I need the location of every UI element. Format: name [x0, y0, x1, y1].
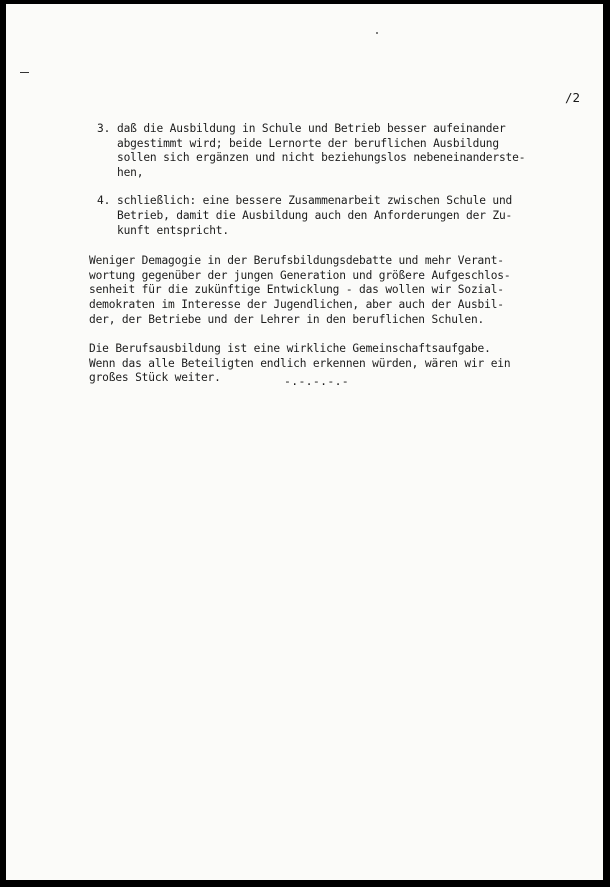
text-line: wortung gegenüber der jungen Generation und größere Aufgeschlos-	[89, 268, 511, 282]
text-line: großes Stück weiter.	[89, 371, 221, 385]
text-line: schließlich: eine bessere Zusammenarbeit zwischen Schule und	[117, 194, 513, 208]
list-item-4	[89, 194, 567, 238]
document-page	[6, 4, 603, 880]
text-line: abgestimmt wird; beide Lernorte der beruflichen Ausbildung	[117, 136, 499, 150]
text-line: Weniger Demagogie in der Berufsbildungsdebatte und mehr Verant-	[89, 254, 504, 268]
scan-edge-mark	[20, 72, 29, 73]
list-item-number: 3.	[97, 122, 111, 135]
text-line: Betrieb, damit die Ausbildung auch den Anforderungen der Zu-	[117, 208, 513, 222]
end-separator: -.-.-.-.-	[284, 374, 350, 388]
text-line: kunft entspricht.	[117, 223, 229, 237]
text-line: hen,	[117, 165, 144, 179]
text-line: Wenn das alle Beteiligten endlich erkennen würden, wären wir ein	[89, 356, 511, 370]
text-line: demokraten im Interesse der Jugendlichen, aber auch der Ausbil-	[89, 297, 504, 311]
text-line: senheit für die zukünftige Entwicklung - das wollen wir Sozial-	[89, 283, 504, 297]
document-body	[89, 122, 567, 401]
list-item-text	[117, 194, 567, 238]
paragraph-demagogie	[89, 254, 567, 327]
list-item-3	[89, 122, 567, 180]
list-item-number: 4.	[97, 194, 111, 208]
page-number: /2	[565, 90, 581, 105]
text-line: Die Berufsausbildung ist eine wirkliche Gemeinschaftsaufgabe.	[89, 342, 491, 356]
scan-speck	[376, 32, 378, 34]
text-line: daß die Ausbildung in Schule und Betrieb besser aufeinander	[117, 122, 506, 135]
list-item-text	[117, 122, 567, 180]
text-line: der, der Betriebe und der Lehrer in den beruflichen Schulen.	[89, 312, 485, 326]
text-line: sollen sich ergänzen und nicht beziehungslos nebeneinanderste-	[117, 151, 526, 165]
